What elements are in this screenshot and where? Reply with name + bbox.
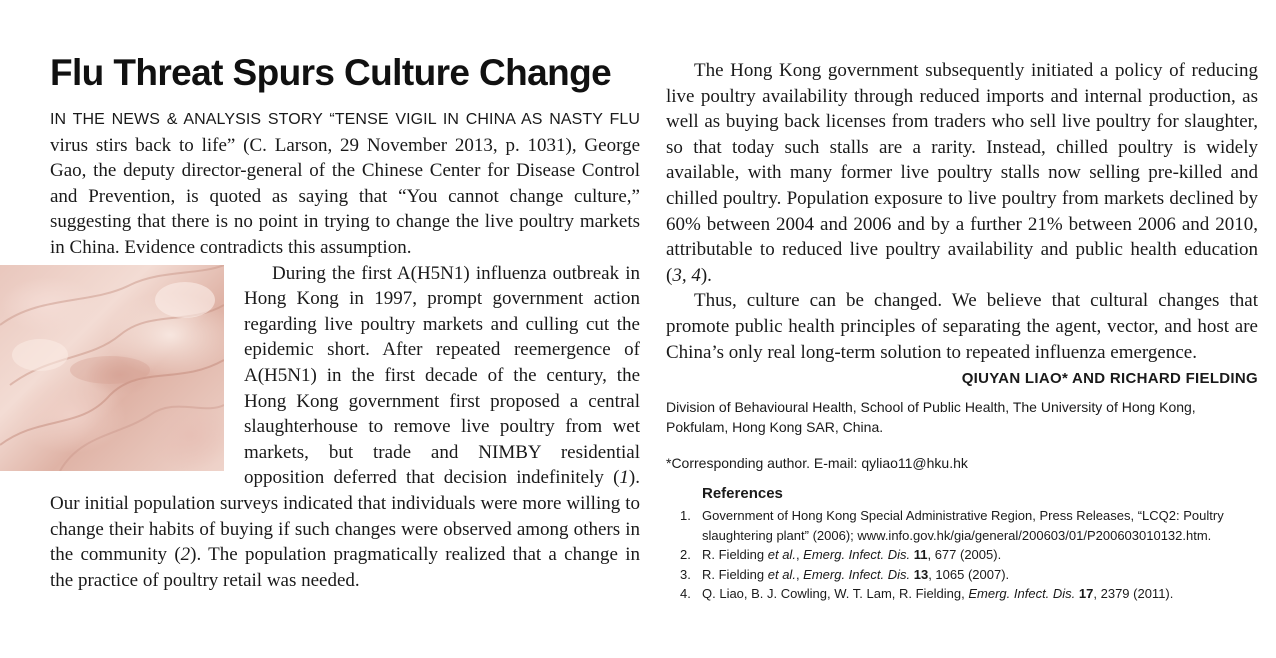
raw-chicken-photo <box>0 265 224 471</box>
paragraph-intro <box>50 106 640 261</box>
reference-item: 3. R. Fielding et al., Emerg. Infect. Dis. 13, 1065 (2007). <box>680 566 1010 582</box>
right-column <box>666 58 1258 604</box>
corresponding-author: *Corresponding author. E-mail: qyliao11@hku.hk <box>666 455 968 472</box>
outbreak-text-b: ). Our initial population surveys indicated that individuals were more willing to change their habits of buying if such changes were observed among others in the community ( <box>50 467 640 566</box>
author-affiliation: Division of Behavioural Health, School of Public Health, The University of Hong Kong, Pokfulam, Hong Kong SAR, China. <box>666 399 1196 436</box>
reference-item: 4. Q. Liao, B. J. Cowling, W. T. Lam, R. Fielding, Emerg. Infect. Dis. 17, 2379 (2011). <box>680 586 1174 602</box>
citation-1: 1 <box>619 467 629 489</box>
outbreak-text-c: ). The population pragmatically realized that a change in the practice of poultry retail was needed. <box>50 544 640 591</box>
lead-in-caps: IN THE NEWS & ANALYSIS STORY “TENSE VIGIL IN CHINA AS NASTY FLU <box>50 111 640 128</box>
article-title: Flu Threat Spurs Culture Change <box>50 52 612 93</box>
policy-text-b: ). <box>700 264 712 286</box>
policy-text-a: The Hong Kong government subsequently initiated a policy of reducing live poultry availability through reduced imports and internal production, as well as buying back licenses from traders who sell live poultry for slaughter, so that today such stalls are a rarity. Instead, chilled poultry is widely available, with many former live poultry stalls now selling pre-killed and chilled poultry. Population exposure to live poultry from markets declined by 60% between 2004 and 2006 and by a further 21% between 2006 and 2010, attributable to reduced live poultry availability and public health education ( <box>666 60 1258 286</box>
left-column <box>50 50 640 593</box>
intro-text: virus stirs back to life” (C. Larson, 29 November 2013, p. 1031), George Gao, the deputy director-general of the Chinese Center for Disease Control and Prevention, is quoted as saying that “You cannot change culture,” suggesting that there is no point in trying to change the live poultry markets in China. Evidence contradicts this assumption. <box>50 134 640 258</box>
paragraph-conclusion: Thus, culture can be changed. We believe that cultural changes that promote public health principles of separating the agent, vector, and host are China’s only real long-term solution to repeated influenza emergence. <box>666 290 1258 363</box>
outbreak-text-a: During the first A(H5N1) influenza outbreak in Hong Kong in 1997, prompt government action regarding live poultry markets and culling cut the epidemic short. After repeated reemergence of A(H5N1) in the first decade of the century, the Hong Kong government first proposed a central slaughterhouse to remove live poultry from wet markets, but trade and NIMBY residential opposition deferred that decision indefinitely ( <box>244 262 640 489</box>
paragraph-policy <box>666 58 1258 288</box>
citation-3-4: 3, 4 <box>672 264 701 286</box>
citation-2: 2 <box>180 544 191 566</box>
chicken-texture-icon <box>0 265 224 471</box>
reference-item: 2. R. Fielding et al., Emerg. Infect. Dis. 11, 677 (2005). <box>680 547 1002 563</box>
reference-item: 1. Government of Hong Kong Special Administrative Region, Press Releases, “LCQ2: Poultry slaughtering plant” (2006); www.info.gov.hk/gia/general/200603/01/P200603010132.htm. <box>680 508 1224 543</box>
references-list <box>666 506 1258 604</box>
references-heading: References <box>702 485 783 503</box>
author-byline: QIUYAN LIAO* AND RICHARD FIELDING <box>961 370 1258 388</box>
